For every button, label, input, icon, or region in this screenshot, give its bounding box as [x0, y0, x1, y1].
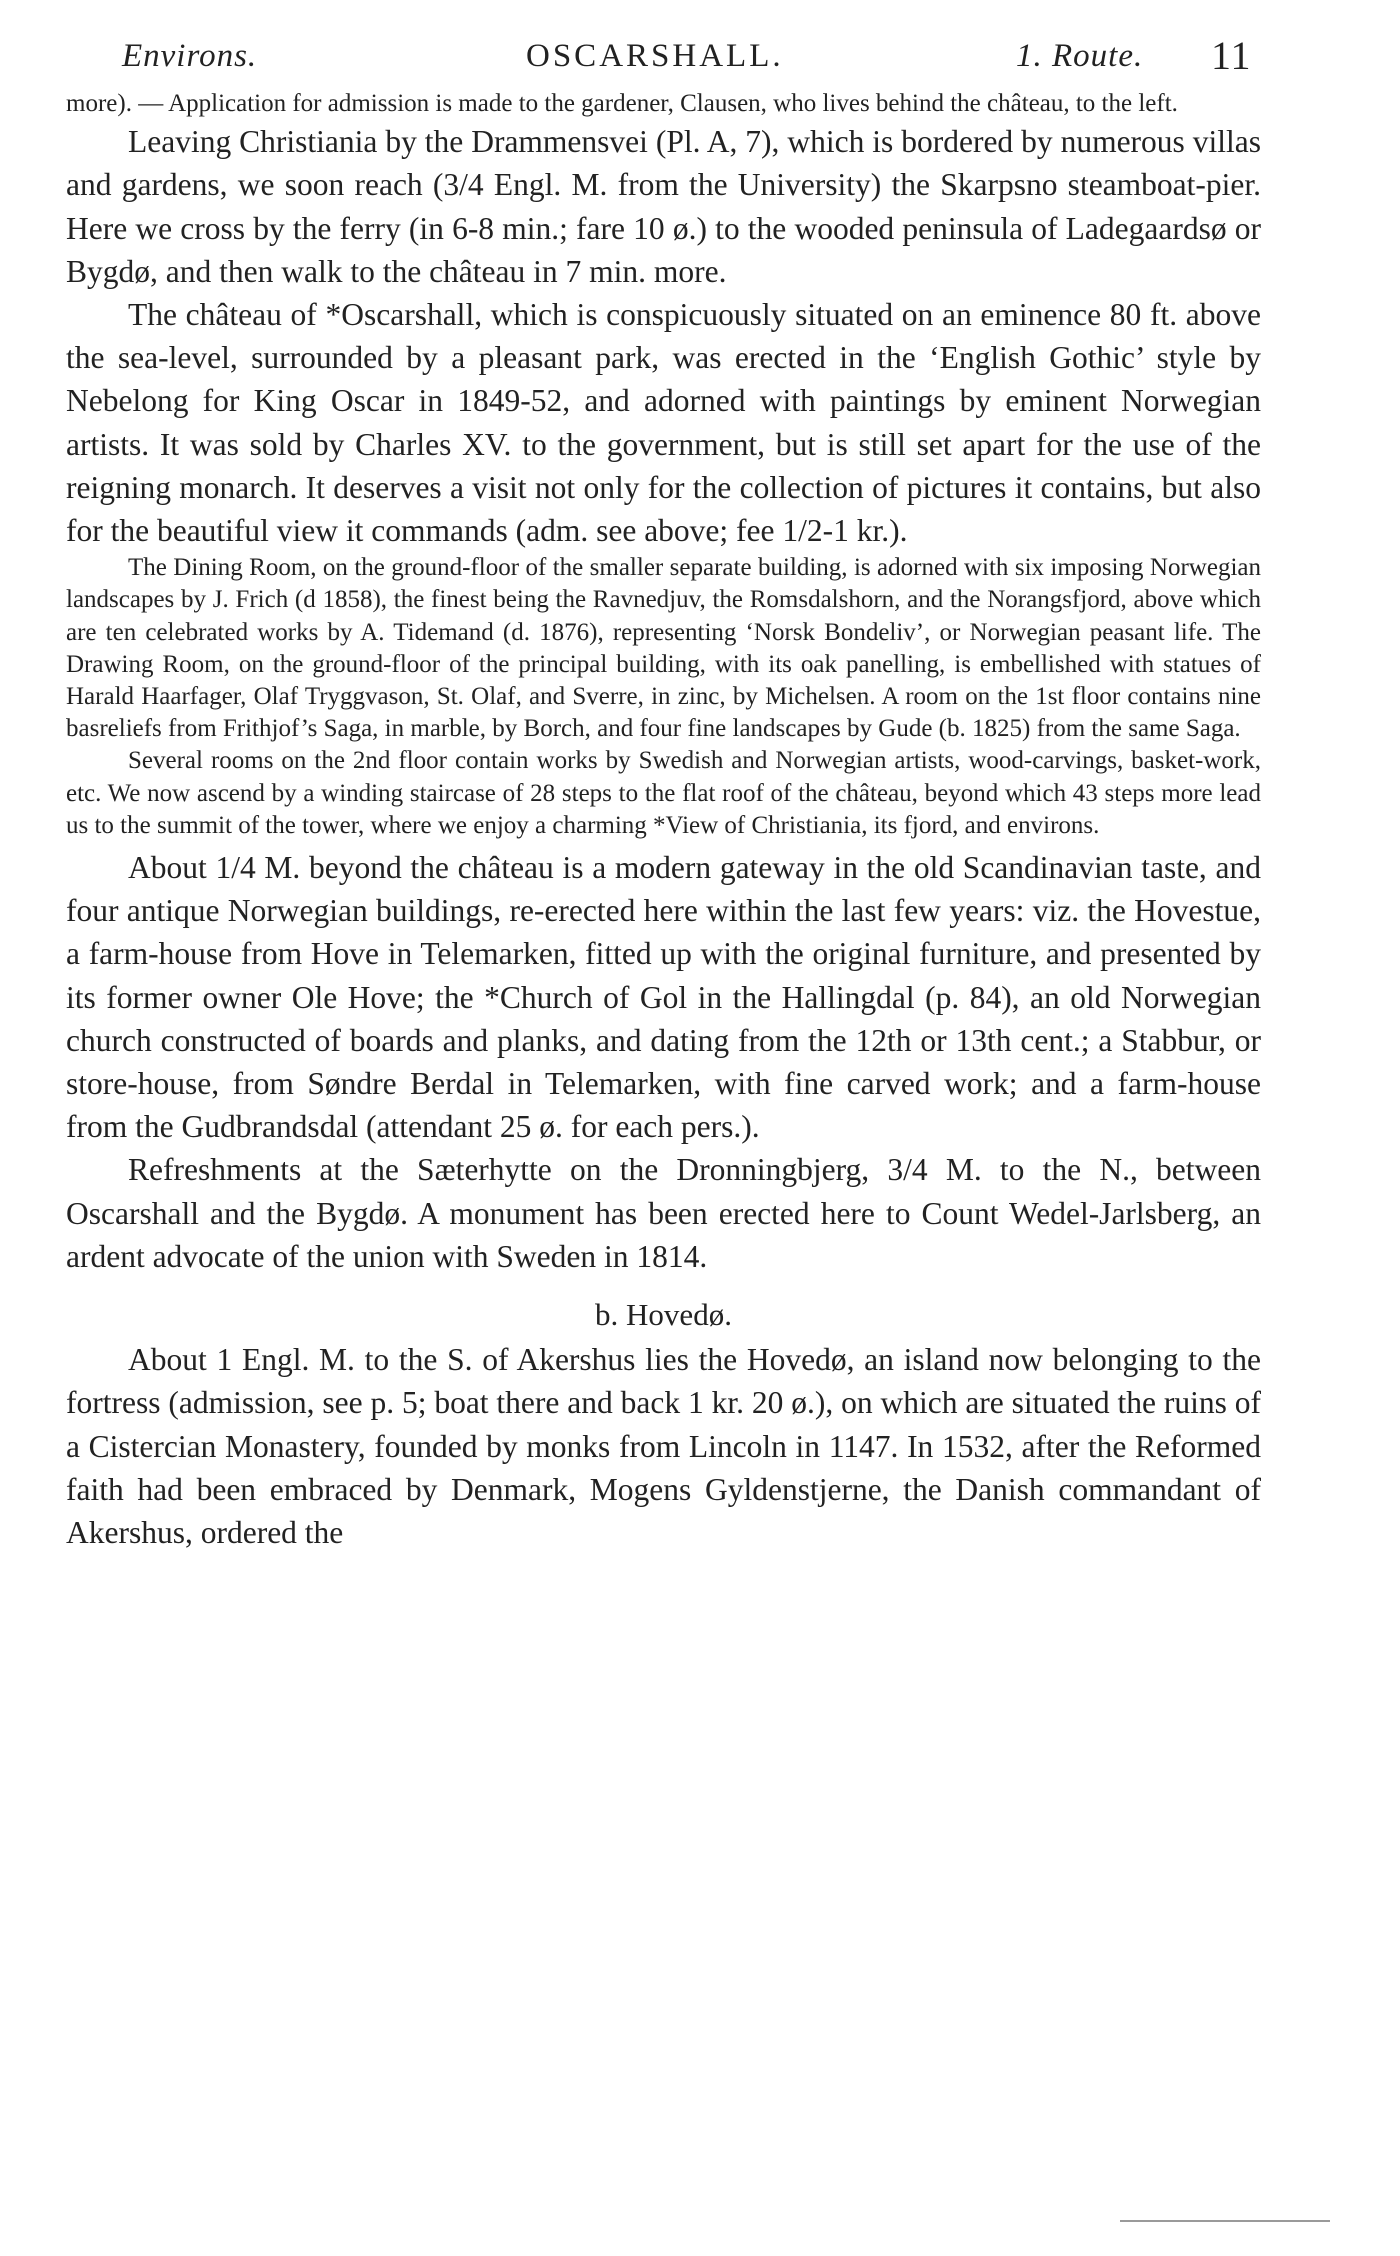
paragraph-hovedo: About 1 Engl. M. to the S. of Akershus lies the Hovedø, an island now belonging to the fortress (admission, see p. 5; boat there and back 1 kr. 20 ø.), on which are situated the ruins of a Cistercian Monastery, founded by monks from Lincoln in 1147. In 1532, after the Reformed faith had been embraced by Denmark, Mogens Gyldenstjerne, the Danish commandant of Akershus, ordered the — [66, 1342, 1261, 1550]
section-subheading: b. Hovedø. — [595, 1297, 732, 1333]
header-section-title: Environs. — [122, 38, 258, 74]
paragraph-upper-floors: Several rooms on the 2nd floor contain works by Swedish and Norwegian artists, wood-carvings, basket-work, etc. We now ascend by a winding staircase of 28 steps to the flat roof of the château, beyond which 43 steps more lead us to the summit of the tower, where we enjoy a charming *View of Christiania, its fjord, and environs. — [66, 747, 1261, 839]
paragraph-route: Leaving Christiania by the Drammensvei (Pl. A, 7), which is bordered by numerous villas and gardens, we soon reach (3/4 Engl. M. from the University) the Skarpsno steamboat-pier. Here we cross by the ferry (in 6-8 min.; fare 10 ø.) to the wooded peninsula of Ladegaardsø or Bygdø, and then walk to the château in 7 min. more. — [66, 124, 1261, 289]
paragraph-refreshments: Refreshments at the Sæterhytte on the Dronningbjerg, 3/4 M. to the N., between Oscarshall and the Bygdø. A monument has been erected here to Count Wedel-Jarlsberg, an ardent advocate of the union with Sweden in 1814. — [66, 1152, 1261, 1274]
paragraph-oscarshall: The château of *Oscarshall, which is conspicuously situated on an eminence 80 ft. above the sea-level, surrounded by a pleasant park, was erected in the ‘English Gothic’ style by Nebelong for King Oscar in 1849-52, and adorned with paintings by eminent Norwegian artists. It was sold by Charles XV. to the government, but is still set apart for the use of the reigning monarch. It deserves a visit not only for the collection of pictures it contains, but also for the beautiful view it commands (adm. see above; fee 1/2-1 kr.). — [66, 297, 1261, 549]
bottom-rule — [1120, 2220, 1330, 2222]
paragraph-admission: more). — Application for admission is made to the gardener, Clausen, who lives behind the château, to the left. — [66, 90, 1178, 117]
book-page — [66, 28, 1261, 1554]
paragraph-rooms: The Dining Room, on the ground-floor of the smaller separate building, is adorned with six imposing Norwegian landscapes by J. Frich (d 1858), the finest being the Ravnedjuv, the Romsdalshorn, and the Norangsfjord, above which are ten celebrated works by A. Tidemand (d. 1876), representing ‘Norsk Bondeliv’, or Norwegian peasant life. The Drawing Room, on the ground-floor of the principal building, with its oak panelling, is embellished with statues of Harald Haarfager, Olaf Tryggvason, St. Olaf, and Sverre, in zinc, by Michelsen. A room on the 1st floor contains nine basreliefs from Frithjof’s Saga, in marble, by Borch, and four fine landscapes by Gude (b. 1825) from the same Saga. — [66, 554, 1261, 743]
page-number: 11 — [1211, 33, 1252, 78]
running-header — [66, 28, 1261, 88]
header-route: 1. Route. — [1016, 38, 1144, 74]
header-chapter-title: OSCARSHALL. — [526, 38, 784, 74]
paragraph-buildings: About 1/4 M. beyond the château is a modern gateway in the old Scandinavian taste, and four antique Norwegian buildings, re-erected here within the last few years: viz. the Hovestue, a farm-house from Hove in Telemarken, fitted up with the original furniture, and presented by its former owner Ole Hove; the *Church of Gol in the Hallingdal (p. 84), an old Norwegian church constructed of boards and planks, and dating from the 12th or 13th cent.; a Stabbur, or store-house, from Søndre Berdal in Telemarken, with fine carved work; and a farm-house from the Gudbrandsdal (attendant 25 ø. for each pers.). — [66, 850, 1261, 1145]
